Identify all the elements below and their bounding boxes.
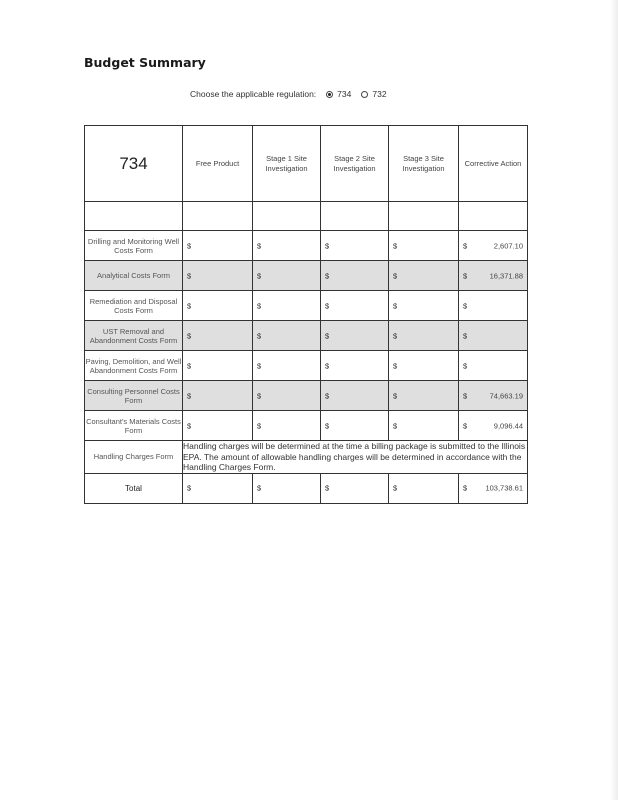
dollar-sign: $ [257,271,262,280]
amount-cell[interactable] [253,231,321,261]
corrective-action-cell[interactable] [459,381,528,411]
total-cell[interactable]: $ [183,473,253,503]
regulation-prompt: Choose the applicable regulation: [190,89,317,99]
column-header: Free Product [183,126,253,202]
amount-cell[interactable] [321,351,389,381]
total-label: Total [85,473,183,503]
budget-summary-table [84,125,528,504]
dollar-sign: $ [463,361,468,370]
regulation-734-label: 734 [337,89,352,99]
dollar-sign: $ [463,241,468,250]
handling-row [85,441,528,474]
blank-row [85,202,528,231]
amount-cell[interactable] [389,231,459,261]
amount-cell[interactable] [183,351,253,381]
amount-cell[interactable] [183,231,253,261]
dollar-sign: $ [187,241,192,250]
regulation-selector [190,89,387,99]
corrective-action-cell[interactable] [459,261,528,291]
cost-row [85,291,528,321]
row-label: Analytical Costs Form [85,261,183,291]
dollar-sign: $ [463,421,468,430]
cost-row [85,351,528,381]
column-header: Stage 3 Site Investigation [389,126,459,202]
amount-cell[interactable] [183,381,253,411]
amount-cell[interactable] [183,411,253,441]
dollar-sign: $ [463,271,468,280]
blank-cell [183,202,253,231]
blank-cell [85,202,183,231]
cost-row [85,261,528,291]
dollar-sign: $ [393,361,398,370]
amount-cell[interactable] [321,291,389,321]
total-amount: 103,738.61 [485,483,523,493]
cost-row [85,411,528,441]
amount-cell[interactable] [253,291,321,321]
dollar-sign: $ [187,421,192,430]
dollar-sign: $ [325,301,330,310]
amount-cell[interactable] [389,381,459,411]
row-label: UST Removal and Abandonment Costs Form [85,321,183,351]
dollar-sign: $ [257,241,262,250]
regulation-732-label: 732 [372,89,387,99]
dollar-sign: $ [187,331,192,340]
dollar-sign: $ [257,331,262,340]
total-row [85,473,528,503]
dollar-sign: $ [257,301,262,310]
regulation-734-radio[interactable] [326,91,333,98]
corrective-action-cell[interactable] [459,321,528,351]
dollar-sign: $ [257,391,262,400]
amount-cell[interactable] [253,351,321,381]
regulation-number: 734 [85,126,183,202]
total-corrective-cell[interactable]: $ 103,738.61 [459,473,528,503]
amount-cell[interactable] [389,411,459,441]
amount-cell[interactable] [253,381,321,411]
amount-value: 2,607.10 [493,241,523,250]
amount-value: 9,096.44 [493,421,523,430]
dollar-sign: $ [325,241,330,250]
dollar-sign: $ [393,391,398,400]
dollar-sign: $ [325,391,330,400]
dollar-sign: $ [187,301,192,310]
column-header: Stage 2 Site Investigation [321,126,389,202]
amount-cell[interactable] [321,321,389,351]
amount-value: 74,663.19 [489,391,523,400]
amount-cell[interactable] [253,411,321,441]
amount-value: 16,371.88 [489,271,523,280]
total-cell[interactable]: $ [321,473,389,503]
row-label: Handling Charges Form [85,441,183,474]
amount-cell[interactable] [321,411,389,441]
dollar-sign: $ [463,391,468,400]
corrective-action-cell[interactable] [459,291,528,321]
amount-cell[interactable] [389,291,459,321]
row-label: Consulting Personnel Costs Form [85,381,183,411]
dollar-sign: $ [393,301,398,310]
dollar-sign: $ [393,421,398,430]
amount-cell[interactable] [389,321,459,351]
blank-cell [253,202,321,231]
dollar-sign: $ [393,241,398,250]
corrective-action-cell[interactable] [459,411,528,441]
cost-row [85,321,528,351]
dollar-sign: $ [393,271,398,280]
column-header: Stage 1 Site Investigation [253,126,321,202]
dollar-sign: $ [187,271,192,280]
page-edge-shadow [610,0,618,800]
dollar-sign: $ [325,331,330,340]
amount-cell[interactable] [183,291,253,321]
row-label: Drilling and Monitoring Well Costs Form [85,231,183,261]
blank-cell [321,202,389,231]
handling-note: Handling charges will be determined at the time a billing package is submitted to the Illinois EPA. The amount of allowable handling charges will be determined in accordance with the Handling Charges Form. [183,441,528,474]
regulation-732-radio[interactable] [361,91,368,98]
dollar-sign: $ [187,391,192,400]
header-row [85,126,528,202]
amount-cell[interactable] [183,261,253,291]
corrective-action-cell[interactable] [459,351,528,381]
dollar-sign: $ [257,421,262,430]
column-header: Corrective Action [459,126,528,202]
amount-cell[interactable] [321,231,389,261]
blank-cell [459,202,528,231]
dollar-sign: $ [463,331,468,340]
blank-cell [389,202,459,231]
row-label: Consultant's Materials Costs Form [85,411,183,441]
page-title: Budget Summary [84,55,206,70]
dollar-sign: $ [463,301,468,310]
amount-cell[interactable] [321,261,389,291]
cost-row [85,231,528,261]
dollar-sign: $ [187,361,192,370]
amount-cell[interactable] [253,261,321,291]
dollar-sign: $ [325,421,330,430]
cost-rows [85,231,528,441]
amount-cell[interactable] [389,261,459,291]
total-cell[interactable]: $ [389,473,459,503]
dollar-sign: $ [325,271,330,280]
row-label: Paving, Demolition, and Well Abandonment Costs Form [85,351,183,381]
dollar-sign: $ [325,361,330,370]
dollar-sign: $ [257,361,262,370]
total-cell[interactable]: $ [253,473,321,503]
amount-cell[interactable] [321,381,389,411]
amount-cell[interactable] [183,321,253,351]
row-label: Remediation and Disposal Costs Form [85,291,183,321]
corrective-action-cell[interactable] [459,231,528,261]
cost-row [85,381,528,411]
amount-cell[interactable] [253,321,321,351]
amount-cell[interactable] [389,351,459,381]
dollar-sign: $ [393,331,398,340]
